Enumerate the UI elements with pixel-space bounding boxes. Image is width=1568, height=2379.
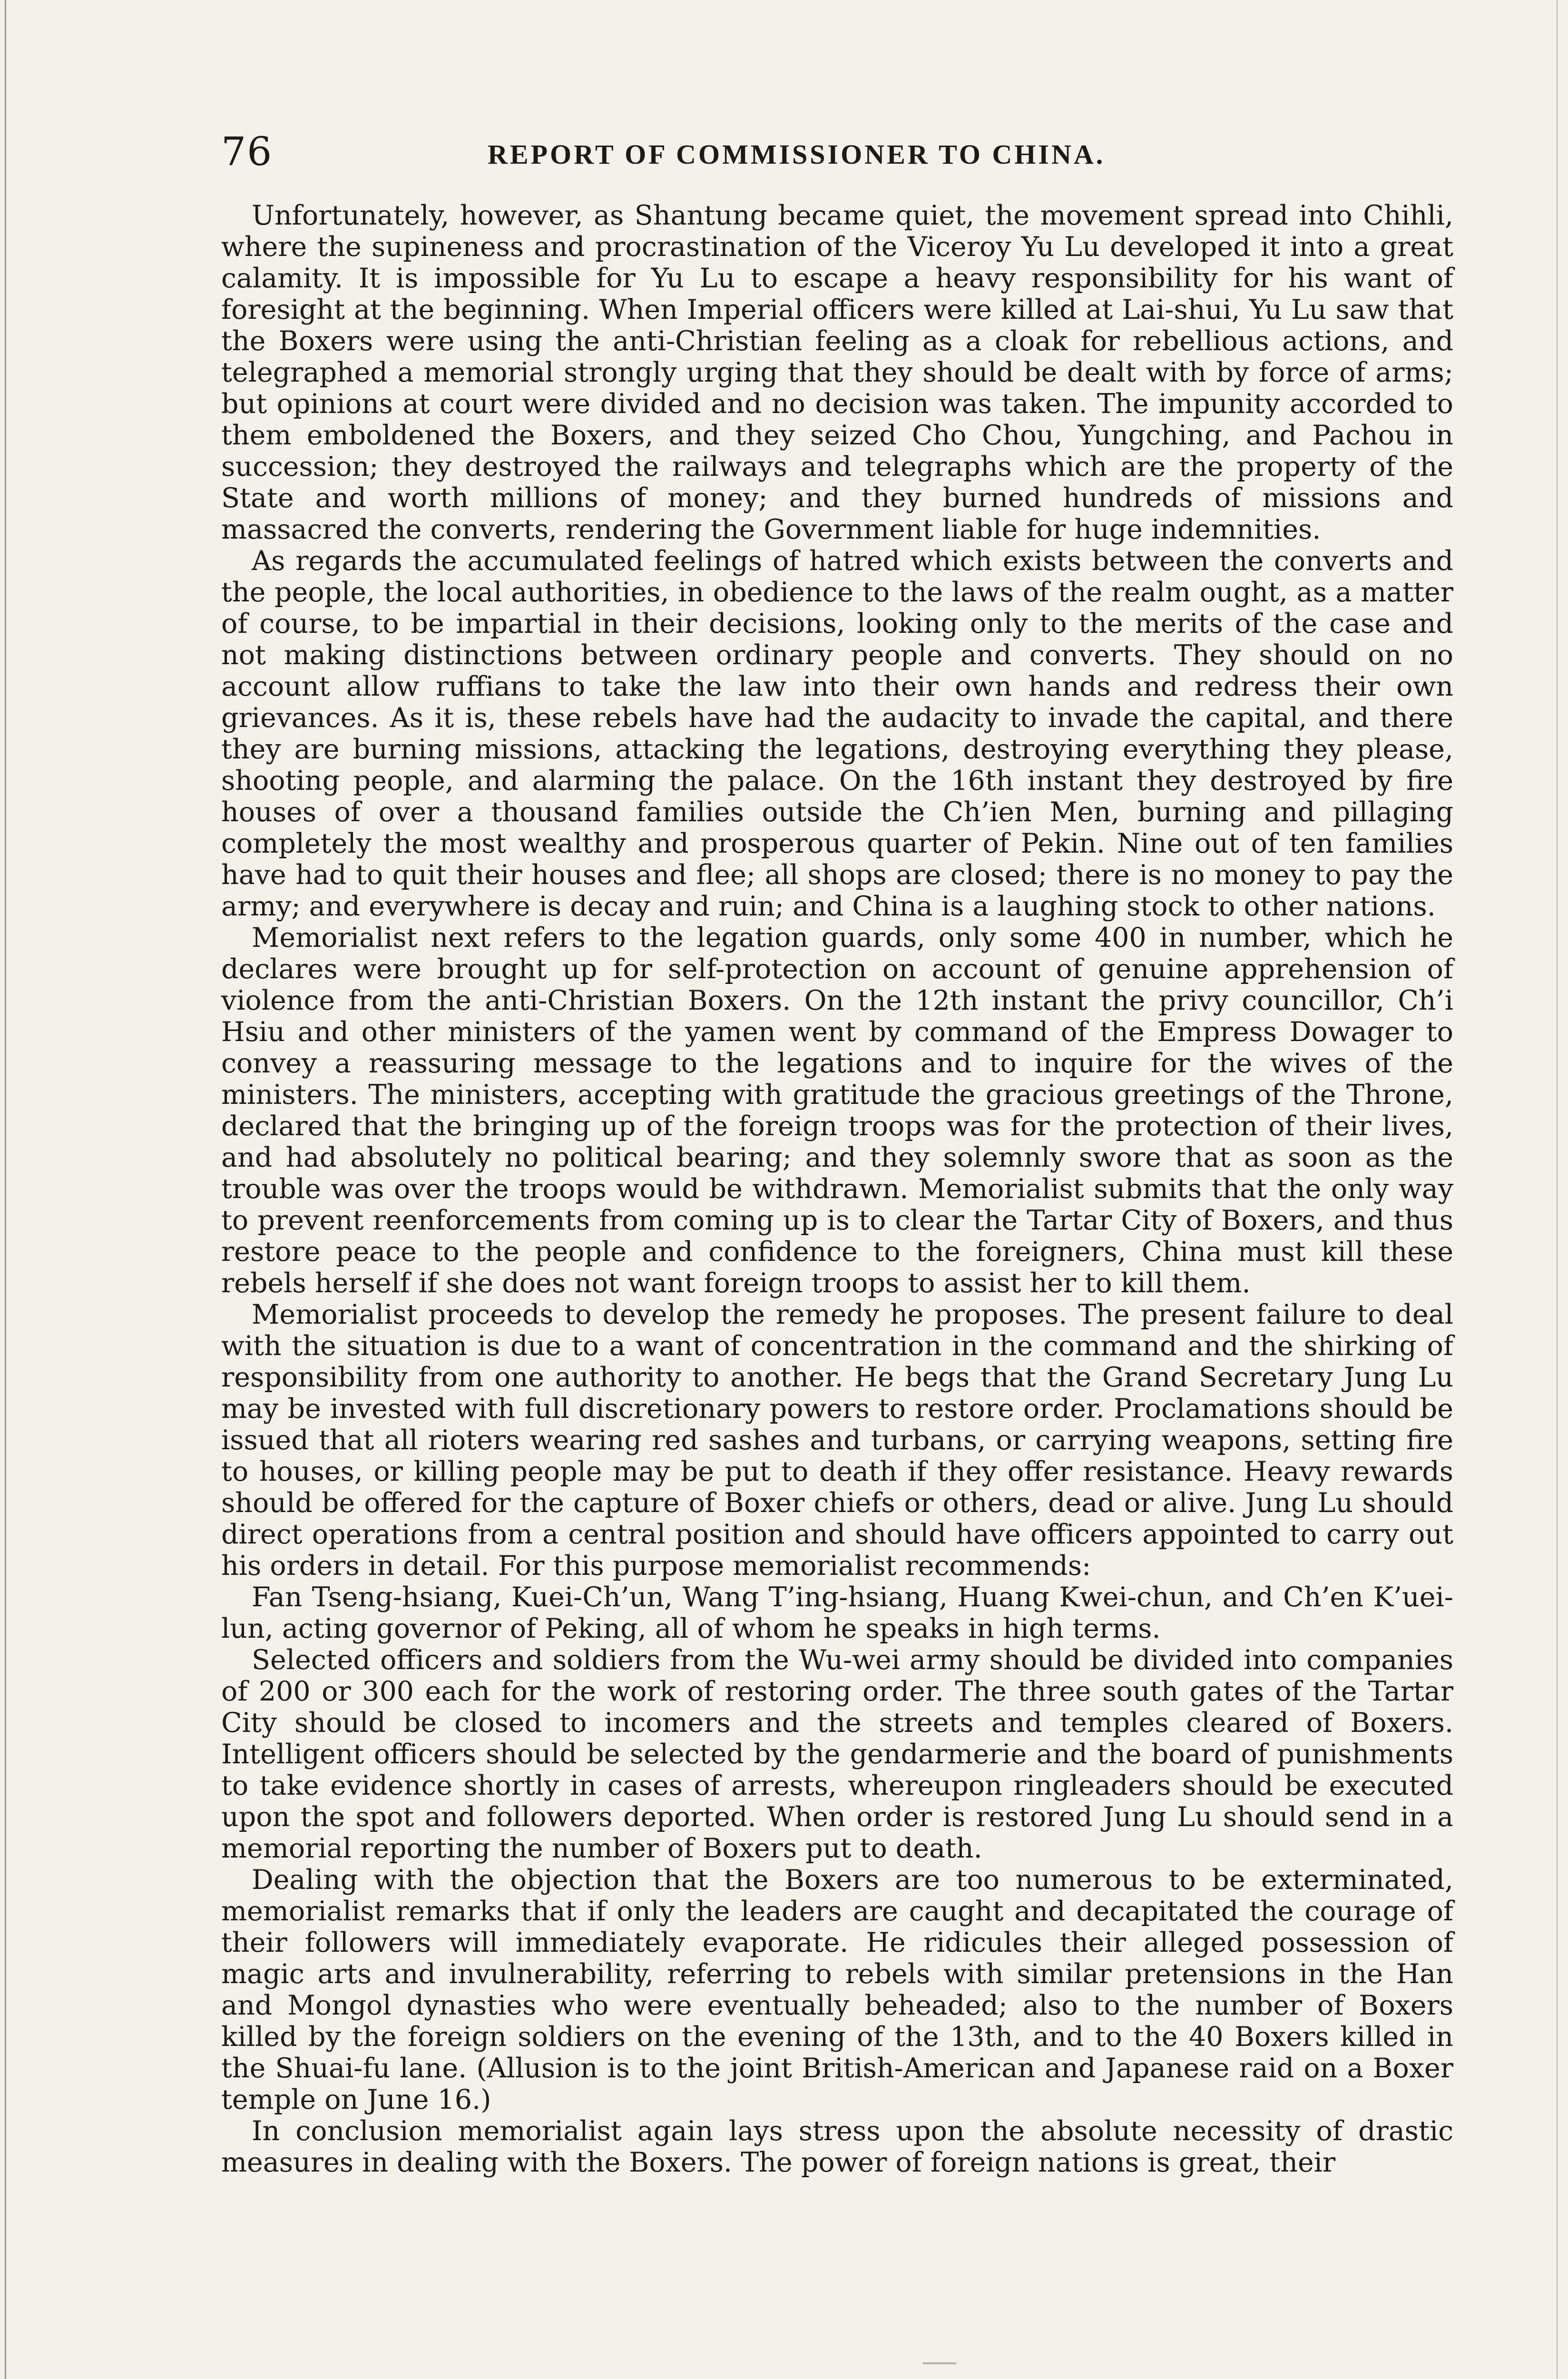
paragraph: Dealing with the objection that the Boxers are too numerous to be exterminated, memorialist remarks that if only the leaders are caught and decapitated the courage of their followers will immediately evaporate. He ridicules their alleged possession of magic arts and invulnerability, referring to rebels with similar pretensions in the Han and Mongol dynasties who were eventually beheaded; also to the number of Boxers killed by the foreign soldiers on the evening of the 13th, and to the 40 Boxers killed in the Shuai-fu lane. (Allusion is to the joint British-American and Japanese raid on a Boxer temple on June 16.) (221, 1864, 1453, 2115)
body-text (221, 200, 1453, 2178)
paragraph: Fan Tseng-hsiang, Kuei-Ch’un, Wang T’ing-hsiang, Huang Kwei-chun, and Ch’en K’uei-lun, acting governor of Peking, all of whom he speaks in high terms. (221, 1582, 1453, 1644)
right-margin-rule (1557, 0, 1558, 2379)
left-margin-rule (5, 0, 6, 2379)
page-header (221, 128, 1453, 181)
paragraph: Memorialist next refers to the legation guards, only some 400 in number, which he declares were brought up for self-protection on account of genuine apprehension of violence from the anti-Christian Boxers. On the 12th instant the privy councillor, Ch’i Hsiu and other ministers of the yamen went by command of the Empress Dowager to convey a reassuring message to the legations and to inquire for the wives of the ministers. The ministers, accepting with gratitude the gracious greetings of the Throne, declared that the bringing up of the foreign troops was for the protection of their lives, and had absolutely no political bearing; and they solemnly swore that as soon as the trouble was over the troops would be withdrawn. Memorialist submits that the only way to prevent reenforcements from coming up is to clear the Tartar City of Boxers, and thus restore peace to the people and confidence to the foreigners, China must kill these rebels herself if she does not want foreign troops to assist her to kill them. (221, 922, 1453, 1299)
paragraph: Selected officers and soldiers from the Wu-wei army should be divided into companies of 200 or 300 each for the work of restoring order. The three south gates of the Tartar City should be closed to incomers and the streets and temples cleared of Boxers. Intelligent officers should be selected by the gendarmerie and the board of punishments to take evidence shortly in cases of arrests, whereupon ringleaders should be executed upon the spot and followers deported. When order is restored Jung Lu should send in a memorial reporting the number of Boxers put to death. (221, 1644, 1453, 1864)
paragraph: In conclusion memorialist again lays stress upon the absolute necessity of drastic measures in dealing with the Boxers. The power of foreign nations is great, their (221, 2115, 1453, 2178)
paragraph: As regards the accumulated feelings of hatred which exists between the converts and the people, the local authorities, in obedience to the laws of the realm ought, as a matter of course, to be impartial in their decisions, looking only to the merits of the case and not making distinctions between ordinary people and converts. They should on no account allow ruffians to take the law into their own hands and redress their own grievances. As it is, these rebels have had the audacity to invade the capital, and there they are burning missions, attacking the legations, destroying everything they please, shooting people, and alarming the palace. On the 16th instant they destroyed by fire houses of over a thousand families outside the Ch’ien Men, burning and pillaging completely the most wealthy and prosperous quarter of Pekin. Nine out of ten families have had to quit their houses and flee; all shops are closed; there is no money to pay the army; and everywhere is decay and ruin; and China is a laughing stock to other nations. (221, 545, 1453, 922)
page-number: 76 (221, 129, 273, 175)
paragraph: Unfortunately, however, as Shantung became quiet, the movement spread into Chihli, where the supineness and procrastination of the Viceroy Yu Lu developed it into a great calamity. It is impossible for Yu Lu to escape a heavy responsibility for his want of foresight at the beginning. When Imperial officers were killed at Lai-shui, Yu Lu saw that the Boxers were using the anti-Christian feeling as a cloak for rebellious actions, and telegraphed a memorial strongly urging that they should be dealt with by force of arms; but opinions at court were divided and no decision was taken. The impunity accorded to them emboldened the Boxers, and they seized Cho Chou, Yungching, and Pachou in succession; they destroyed the railways and telegraphs which are the property of the State and worth millions of money; and they burned hundreds of missions and massacred the converts, rendering the Government liable for huge indemnities. (221, 200, 1453, 545)
printer-mark (923, 2362, 956, 2364)
running-head: REPORT OF COMMISSIONER TO CHINA. (488, 139, 1106, 170)
paragraph: Memorialist proceeds to develop the remedy he proposes. The present failure to deal with the situation is due to a want of concentration in the command and the shirking of responsibility from one authority to another. He begs that the Grand Secretary Jung Lu may be invested with full discretionary powers to restore order. Proclamations should be issued that all rioters wearing red sashes and turbans, or carrying weapons, setting fire to houses, or killing people may be put to death if they offer resistance. Heavy rewards should be offered for the capture of Boxer chiefs or others, dead or alive. Jung Lu should direct operations from a central position and should have officers appointed to carry out his orders in detail. For this purpose memorialist recommends: (221, 1299, 1453, 1582)
